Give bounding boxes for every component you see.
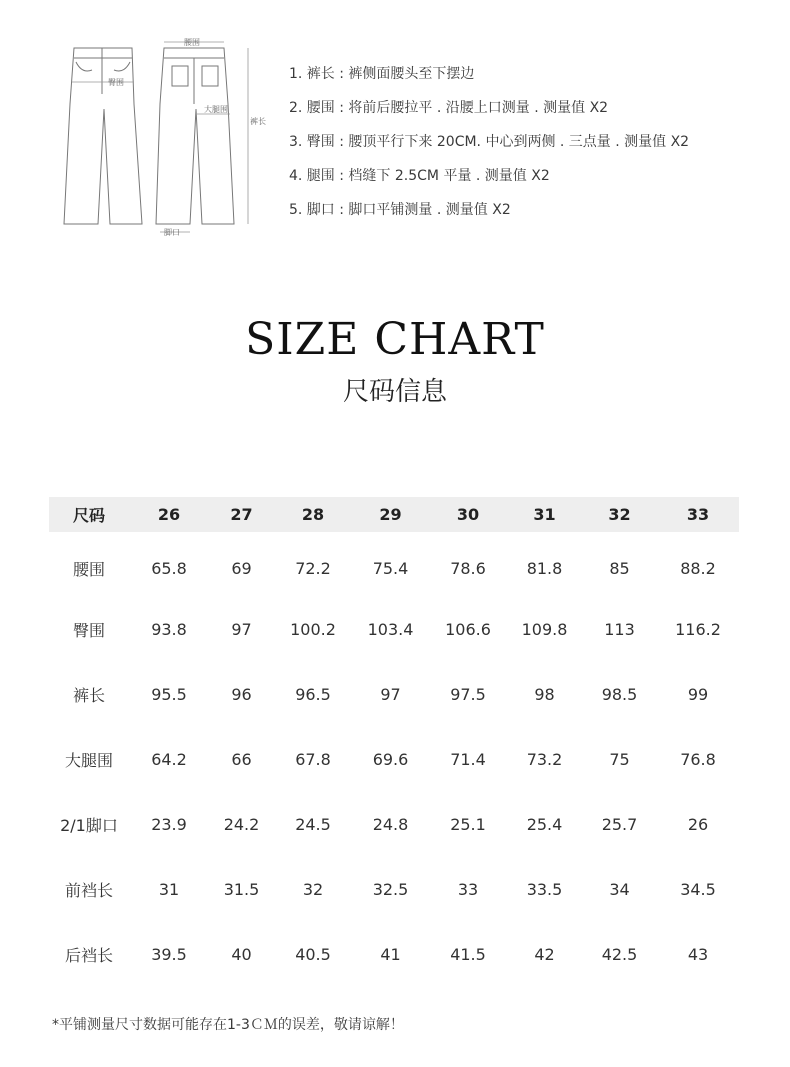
table-cell: 34.5 xyxy=(680,880,716,899)
table-cell: 41.5 xyxy=(450,945,486,964)
instruction-item: 1. 裤长 : 裤侧面腰头至下摆边 xyxy=(289,66,475,82)
table-row xyxy=(49,857,739,922)
table-cell: 96.5 xyxy=(295,685,331,704)
table-cell: 67.8 xyxy=(295,750,331,769)
header-cell: 尺码 xyxy=(72,506,105,525)
row-label-cell: 前裆长 xyxy=(64,881,113,900)
table-cell: 33.5 xyxy=(526,880,563,899)
diagram-label-hem: 脚口 xyxy=(164,228,180,237)
diagram-label-hip: 臀围 xyxy=(108,78,124,87)
table-cell: 25.1 xyxy=(450,815,486,834)
table-cell: 42 xyxy=(534,945,555,964)
table-row xyxy=(49,792,739,857)
table-cell: 100.2 xyxy=(290,620,336,639)
table-cell: 33 xyxy=(457,880,479,899)
table-cell: 25.4 xyxy=(526,815,563,834)
table-cell: 93.8 xyxy=(151,620,187,639)
table-cell: 26 xyxy=(687,815,709,834)
diagram-label-thigh: 大腿围 xyxy=(204,105,228,114)
table-cell: 75.4 xyxy=(372,559,409,578)
row-label-cell: 腰围 xyxy=(72,560,105,579)
header-cell: 26 xyxy=(157,505,181,524)
row-label-cell: 裤长 xyxy=(72,686,105,705)
table-cell: 98.5 xyxy=(601,685,638,704)
table-cell: 41 xyxy=(380,945,401,964)
table-cell: 103.4 xyxy=(367,620,414,639)
table-cell: 43 xyxy=(687,945,709,964)
diagram-label-length: 裤长 xyxy=(250,117,266,126)
table-cell: 31 xyxy=(158,880,180,899)
table-cell: 24.8 xyxy=(372,815,409,834)
table-cell: 39.5 xyxy=(151,945,187,964)
row-label-cell: 大腿围 xyxy=(64,751,113,770)
table-cell: 95.5 xyxy=(151,685,187,704)
table-cell: 81.8 xyxy=(526,559,563,578)
table-cell: 85 xyxy=(609,559,630,578)
table-cell: 72.2 xyxy=(295,559,331,578)
table-row xyxy=(49,597,739,662)
table-cell: 106.6 xyxy=(445,620,491,639)
table-cell: 64.2 xyxy=(151,750,187,769)
instruction-item: 2. 腰围 : 将前后腰拉平 . 沿腰上口测量 . 测量值 X2 xyxy=(289,100,609,116)
diagram-label-waist: 腰围 xyxy=(184,38,200,47)
table-cell: 40.5 xyxy=(295,945,331,964)
header-cell: 29 xyxy=(379,505,402,524)
size-chart-table xyxy=(49,497,739,987)
table-cell: 24.5 xyxy=(295,815,331,834)
header-cell: 33 xyxy=(686,505,710,524)
header-cell: 31 xyxy=(533,505,556,524)
header-cell: 27 xyxy=(230,505,253,524)
table-cell: 109.8 xyxy=(521,620,568,639)
instruction-item: 4. 腿围 : 档缝下 2.5CM 平量 . 测量值 X2 xyxy=(289,168,550,184)
measurement-instructions xyxy=(289,62,689,232)
table-cell: 69 xyxy=(231,559,252,578)
header-cell: 32 xyxy=(608,505,631,524)
table-row xyxy=(49,532,739,597)
table-cell: 71.4 xyxy=(450,750,486,769)
table-cell: 99 xyxy=(687,685,709,704)
header-cell: 28 xyxy=(301,505,325,524)
table-cell: 88.2 xyxy=(680,559,716,578)
table-cell: 73.2 xyxy=(526,750,563,769)
table-cell: 116.2 xyxy=(675,620,721,639)
row-label-cell: 2/1脚口 xyxy=(60,816,118,835)
table-cell: 98 xyxy=(534,685,555,704)
page-title: SIZE CHART xyxy=(245,314,545,365)
table-cell: 66 xyxy=(231,750,252,769)
table-header-row xyxy=(49,497,739,532)
row-label-cell: 臀围 xyxy=(72,621,105,640)
table-cell: 25.7 xyxy=(601,815,638,834)
table-row xyxy=(49,922,739,987)
table-cell: 24.2 xyxy=(223,815,260,834)
measurement-disclaimer: *平铺测量尺寸数据可能存在1-3ＣＭ的误差，敬请谅解！ xyxy=(52,1017,404,1033)
row-label-cell: 后裆长 xyxy=(64,946,113,965)
table-cell: 75 xyxy=(609,750,630,769)
table-cell: 23.9 xyxy=(151,815,187,834)
table-cell: 96 xyxy=(231,685,252,704)
pants-outline-icon xyxy=(52,34,266,239)
table-row xyxy=(49,662,739,727)
table-cell: 113 xyxy=(604,620,635,639)
table-cell: 42.5 xyxy=(601,945,638,964)
table-cell: 32 xyxy=(302,880,324,899)
table-cell: 76.8 xyxy=(680,750,716,769)
table-cell: 97 xyxy=(231,620,252,639)
header-cell: 30 xyxy=(456,505,480,524)
table-cell: 40 xyxy=(231,945,252,964)
table-cell: 69.6 xyxy=(372,750,409,769)
table-cell: 65.8 xyxy=(151,559,187,578)
table-cell: 32.5 xyxy=(372,880,409,899)
table-cell: 78.6 xyxy=(450,559,486,578)
instruction-item: 3. 臀围 : 腰顶平行下来 20CM. 中心到两侧 . 三点量 . 测量值 X2 xyxy=(289,134,690,150)
pants-measurement-diagram xyxy=(52,34,266,239)
page-subtitle: 尺码信息 xyxy=(342,377,447,407)
table-cell: 97.5 xyxy=(450,685,486,704)
instruction-item: 5. 脚口 : 脚口平铺测量 . 测量值 X2 xyxy=(289,202,511,218)
table-row xyxy=(49,727,739,792)
table-cell: 31.5 xyxy=(223,880,260,899)
table-cell: 97 xyxy=(380,685,401,704)
table-cell: 34 xyxy=(609,880,630,899)
